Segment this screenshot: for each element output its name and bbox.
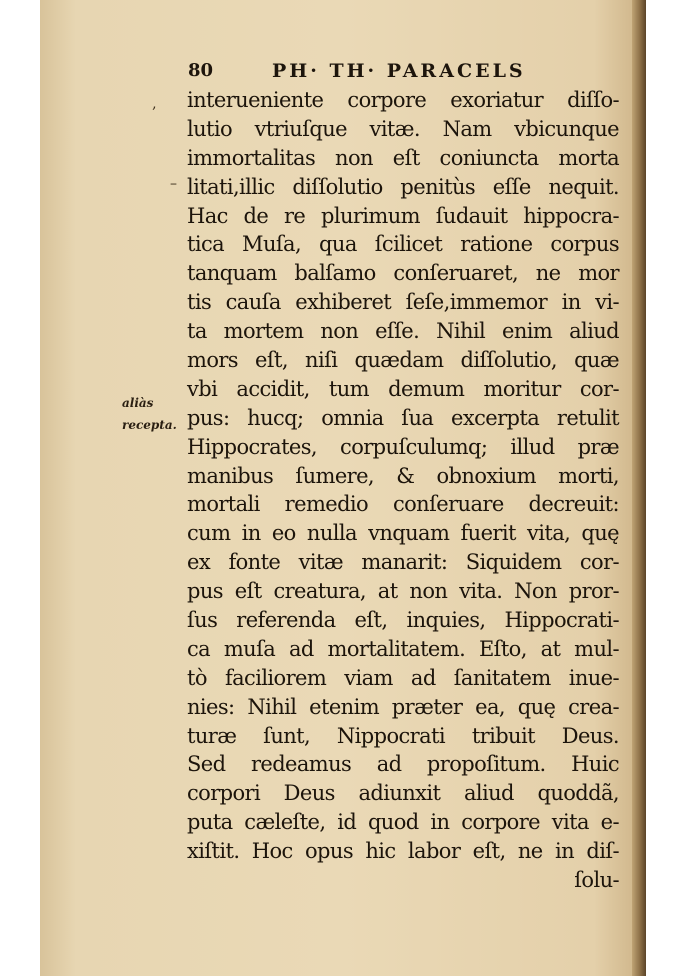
text-line: corpori Deus adiunxit aliud quoddã, xyxy=(187,781,619,806)
marginal-note xyxy=(122,392,184,436)
right-margin xyxy=(646,0,690,976)
text-line: tis cauſa exhiberet ſeſe,immemor in vi- xyxy=(187,290,619,315)
text-line: ex fonte vitæ manarit: Siquidem cor- xyxy=(187,550,619,575)
margin-mark: ‚ xyxy=(152,96,157,112)
text-line: puta cæleſte, id quod in corpore vita e- xyxy=(187,810,619,835)
text-line: Hippocrates, corpuſculumq; illud præ xyxy=(187,434,619,459)
text-line: manibus ſumere, & obnoxium morti, xyxy=(187,463,619,488)
text-line: Sed redeamus ad propoſitum. Huic xyxy=(187,752,619,777)
text-line: cum in eo nulla vnquam fuerit vita, quę xyxy=(187,521,619,546)
page-header xyxy=(188,60,618,86)
marginal-note-line: recepta. xyxy=(122,418,177,432)
text-line: Hac de re plurimum ſudauit hippocra- xyxy=(187,203,619,228)
marginal-note-line: aliàs xyxy=(122,396,154,410)
text-line: ſus referenda eſt, inquies, Hippocrati- xyxy=(187,608,619,633)
book-gutter xyxy=(632,0,646,976)
running-head: PH· TH· PARACELS xyxy=(272,60,526,82)
page-number: 80 xyxy=(188,60,214,81)
text-line: lutio vtriuſque vitæ. Nam vbicunque xyxy=(187,116,619,141)
text-line: xiſtit. Hoc opus hic labor eſt, ne in diſ- xyxy=(187,839,619,864)
body-text xyxy=(187,86,619,895)
text-line: ta mortem non eſſe. Nihil enim aliud xyxy=(187,319,619,344)
catchword: ſolu- xyxy=(574,868,619,893)
text-line: tò faciliorem viam ad ſanitatem inue- xyxy=(187,665,619,690)
text-line: turæ ſunt, Nippocrati tribuit Deus. xyxy=(187,723,619,748)
text-line: immortalitas non eſt coniuncta morta xyxy=(187,145,619,170)
text-line: interueniente corpore exoriatur diſſo- xyxy=(187,88,619,112)
text-line: mortali remedio conſeruare decreuit: xyxy=(187,492,619,517)
text-line: nies: Nihil etenim præter ea, quę crea- xyxy=(187,694,619,719)
text-line: ca muſa ad mortalitatem. Eſto, at mul- xyxy=(187,636,619,661)
text-line: pus: hucq; omnia ſua excerpta retulit xyxy=(187,405,619,430)
text-line: mors eſt, niſi quædam diſſolutio, quæ xyxy=(187,348,619,373)
text-line: tanquam balſamo conſeruaret, ne mor xyxy=(187,261,619,286)
text-line: tica Muſa, qua ſcilicet ratione corpus xyxy=(187,232,619,257)
text-line: litati,illic diſſolutio penitùs eſſe nequit. xyxy=(187,174,619,199)
text-line: pus eſt creatura, at non vita. Non pror- xyxy=(187,579,619,604)
text-line: vbi accidit, tum demum moritur cor- xyxy=(187,376,619,401)
margin-dash: – xyxy=(170,176,177,192)
